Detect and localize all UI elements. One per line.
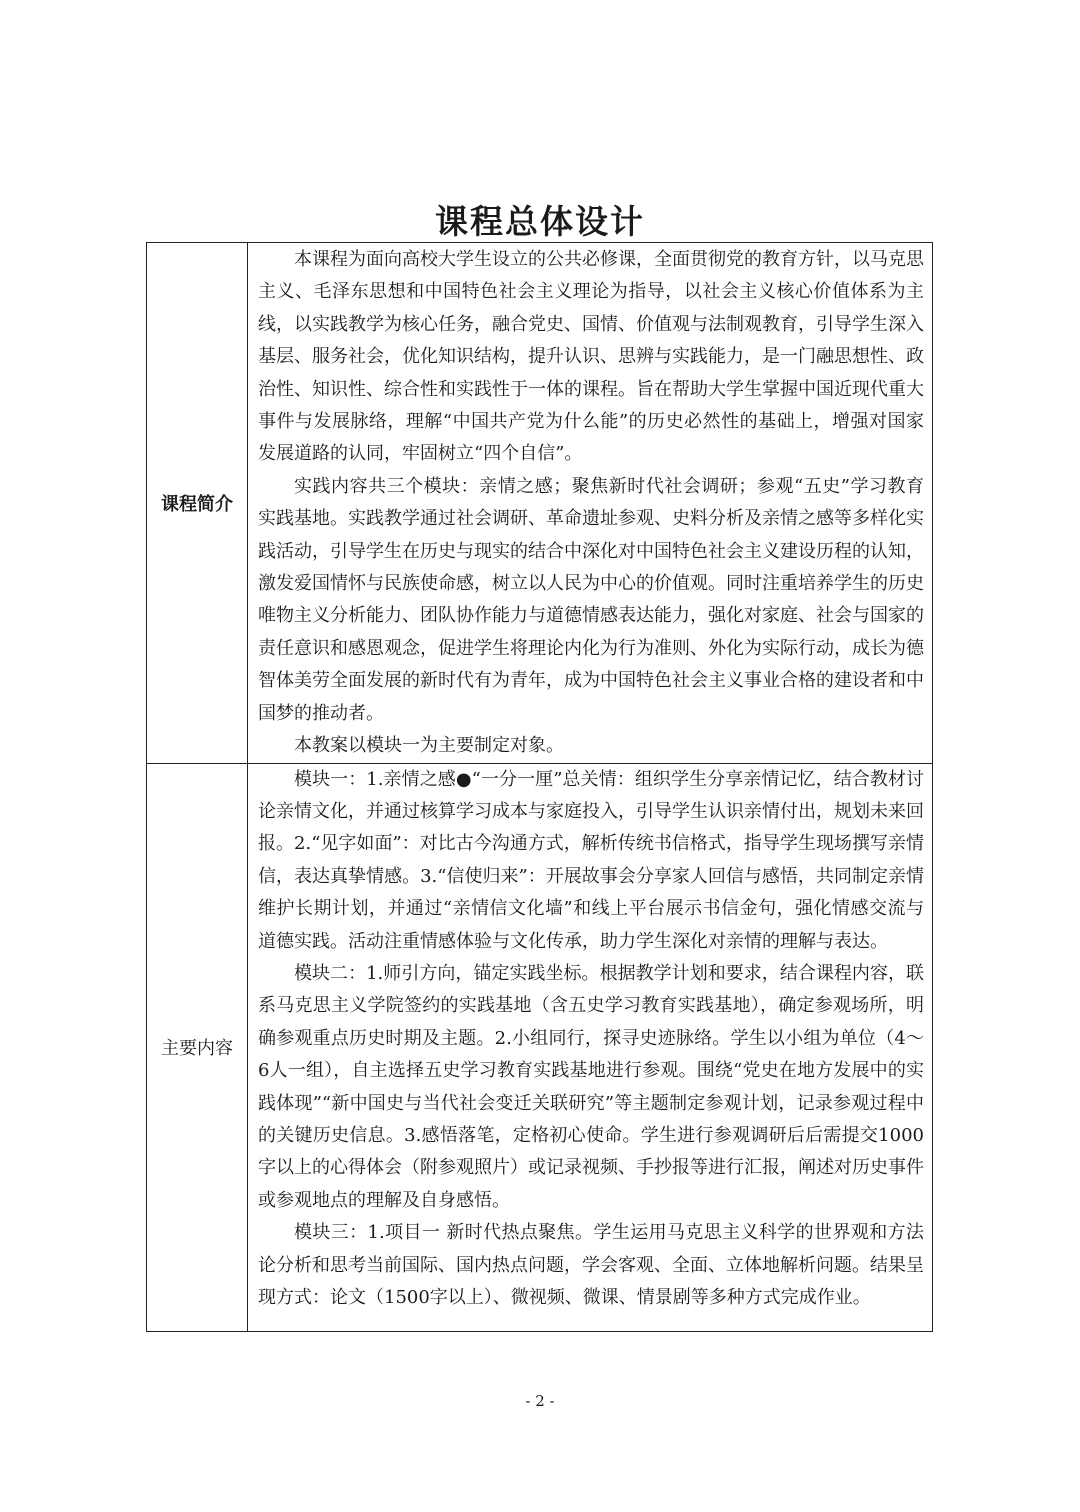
row-label-course-intro: 课程简介 (147, 243, 248, 764)
course-intro-content (248, 243, 933, 764)
paragraph: 本教案以模块一为主要制定对象。 (294, 735, 564, 757)
paragraph: 实践内容共三个模块：亲情之感；聚焦新时代社会调研；参观“五史”学习教育实践基地。实践教学通过社会调研、革命遗址参观、史料分析及亲情之感等多样化实践活动，引导学生在历史与现实的结合中深化对中国特色社会主义建设历程的认知，激发爱国情怀与民族使命感，树立以人民为中心的价值观。同时注重培养学生的历史唯物主义分析能力、团队协作能力与道德情感表达能力，强化对家庭、社会与国家的责任意识和感恩观念，促进学生将理论内化为行为准则、外化为实际行动，成长为德智体美劳全面发展的新时代有为青年，成为中国特色社会主义事业合格的建设者和中国梦的推动者。 (258, 475, 924, 724)
row-label-main-content: 主要内容 (147, 763, 248, 1331)
main-content-body (248, 763, 933, 1331)
paragraph: 模块一：1.亲情之感●“一分一厘”总关情：组织学生分享亲情记忆，结合教材讨论亲情文化，并通过核算学习成本与家庭投入，引导学生认识亲情付出，规划未来回报。2.“见字如面”：对比古今沟通方式，解析传统书信格式，指导学生现场撰写亲情信，表达真挚情感。3.“信使归来”：开展故事会分享家人回信与感悟，共同制定亲情维护长期计划，并通过“亲情信文化墙”和线上平台展示书信金句，强化情感交流与道德实践。活动注重情感体验与文化传承，助力学生深化对亲情的理解与表达。 (258, 768, 924, 952)
paragraph: 本课程为面向高校大学生设立的公共必修课，全面贯彻党的教育方针，以马克思主义、毛泽东思想和中国特色社会主义理论为指导，以社会主义核心价值体系为主线，以实践教学为核心任务，融合党史、国情、价值观与法制观教育，引导学生深入基层、服务社会，优化知识结构，提升认识、思辨与实践能力，是一门融思想性、政治性、知识性、综合性和实践性于一体的课程。旨在帮助大学生掌握中国近现代重大事件与发展脉络，理解“中国共产党为什么能”的历史必然性的基础上，增强对国家发展道路的认同，牢固树立“四个自信”。 (258, 249, 924, 465)
page-number: - 2 - (525, 1392, 555, 1410)
paragraph: 模块三：1.项目一 新时代热点聚焦。学生运用马克思主义科学的世界观和方法论分析和思考当前国际、国内热点问题，学会客观、全面、立体地解析问题。结果呈现方式：论文（1500字以上）、微视频、微课、情景剧等多种方式完成作业。 (258, 1222, 924, 1308)
table-row-course-intro (147, 243, 933, 764)
table-row-main-content (147, 763, 933, 1331)
paragraph: 模块二：1.师引方向，锚定实践坐标。根据教学计划和要求，结合课程内容，联系马克思主义学院签约的实践基地（含五史学习教育实践基地），确定参观场所，明确参观重点历史时期及主题。2.小组同行，探寻史迹脉络。学生以小组为单位（4～6人一组），自主选择五史学习教育实践基地进行参观。围绕“党史在地方发展中的实践体现”“新中国史与当代社会变迁关联研究”等主题制定参观计划，记录参观过程中的关键历史信息。3.感悟落笔，定格初心使命。学生进行参观调研后后需提交1000字以上的心得体会（附参观照片）或记录视频、手抄报等进行汇报，阐述对历史事件或参观地点的理解及自身感悟。 (258, 962, 924, 1211)
page-title: 课程总体设计 (435, 202, 645, 241)
course-design-table (146, 242, 933, 1332)
